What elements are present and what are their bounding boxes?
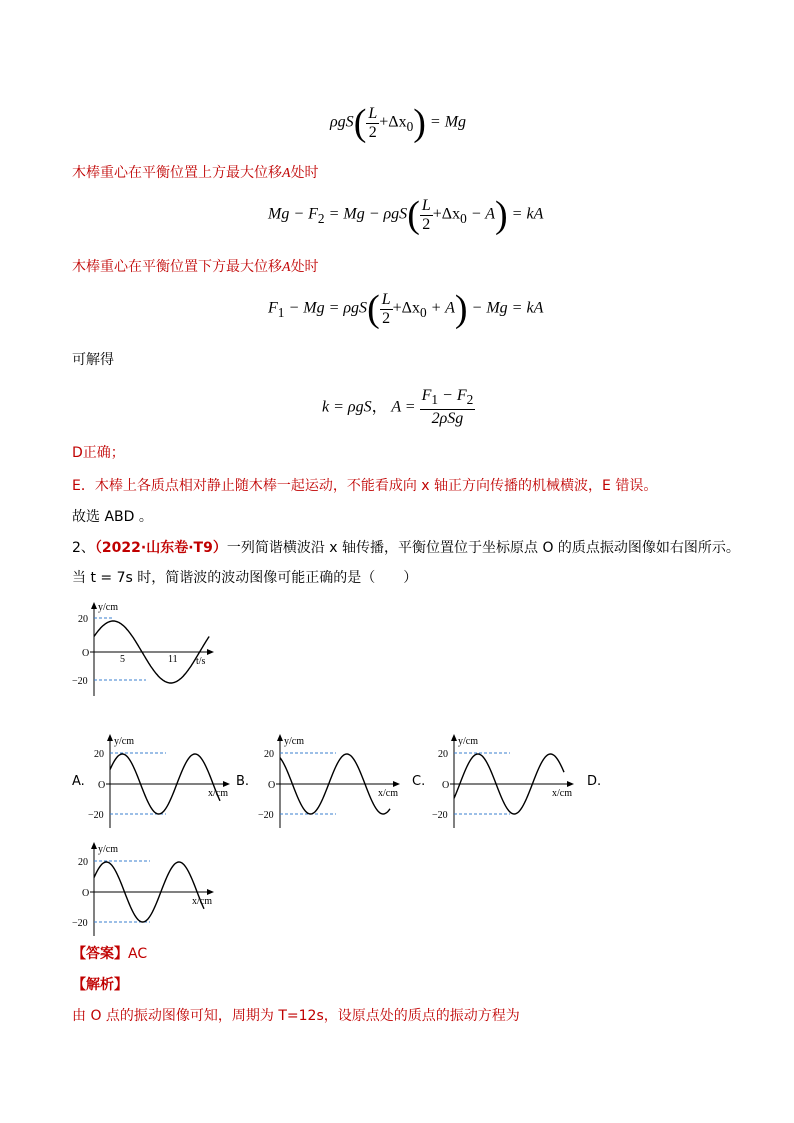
graph-t1: 5 (120, 654, 125, 665)
option-a-label[interactable]: A. (72, 774, 85, 789)
equation-4: k = ρgS， A = $\frac{F_1 - F_2}{\text{2ρSg}}$ (322, 387, 474, 428)
question-2: 2、（2022·山东卷·T9）一列简谐横波沿 x 轴传播，平衡位置位于坐标原点 O 的质点振动图像如右图所示。 (72, 540, 740, 556)
graph-ybot: −20 (432, 810, 448, 821)
answer-line: 【答案】AC (72, 946, 148, 962)
graph-ytop: 20 (438, 749, 448, 760)
option-b-graph (256, 732, 406, 832)
e-wrong-line: E．木棒上各质点相对静止随木棒一起运动，不能看成向 x 轴正方向传播的机械横波，E 错误。 (72, 478, 658, 494)
option-d-label[interactable]: D. (587, 774, 602, 789)
vibration-graph (70, 600, 220, 700)
graph-origin: O (82, 648, 90, 659)
graph-xlabel: x/cm (378, 788, 398, 799)
answer-value: AC (128, 946, 148, 962)
equation-3: $F_1 - Mg = \rho gS$( $\frac{L}{2}$ $+\Delta x_0 + A) - Mg$ = kA (268, 288, 544, 330)
solve-line: 可解得 (72, 352, 114, 368)
graph-ybot: −20 (258, 810, 274, 821)
graph-xlabel: x/cm (552, 788, 572, 799)
option-c-graph (430, 732, 580, 832)
equation-1: ρgS( $\frac{L}{2}$ $+\Delta x_0) = Mg$ (330, 102, 467, 144)
graph-origin: O (98, 780, 106, 791)
option-d-graph (70, 840, 220, 940)
graph-origin: O (82, 888, 90, 899)
graph-ybot: −20 (88, 810, 104, 821)
question-2-line-2: 当 t = 7s 时，简谐波的波动图像可能正确的是（ ） (72, 570, 418, 586)
graph-xlabel: x/cm (192, 896, 212, 907)
graph-ylabel: y/cm (114, 736, 134, 747)
graph-xlabel: x/cm (208, 788, 228, 799)
line-top-max: 木棒重心在平衡位置上方最大位移A处时 (72, 165, 319, 181)
analysis-label: 【解析】 (72, 977, 128, 993)
choose-line: 故选 ABD 。 (72, 509, 153, 525)
graph-ylabel: y/cm (458, 736, 478, 747)
graph-ylabel: y/cm (98, 602, 118, 613)
graph-origin: O (268, 780, 276, 791)
analysis-text: 由 O 点的振动图像可知，周期为 T=12s，设原点处的质点的振动方程为 (72, 1008, 520, 1024)
equation-2: $Mg - F_2 = Mg - \rho gS$( $\frac{L}{2}$ $+\Delta x_0 - A$) = kA (268, 194, 544, 236)
graph-ylabel: y/cm (98, 844, 118, 855)
graph-ylabel: y/cm (284, 736, 304, 747)
graph-ytop: 20 (78, 614, 88, 625)
graph-t2: 11 (168, 654, 178, 665)
graph-ytop: 20 (264, 749, 274, 760)
graph-xlabel: t/s (196, 656, 206, 667)
graph-ybot: −20 (72, 918, 88, 929)
graph-ytop: 20 (78, 857, 88, 868)
graph-ytop: 20 (94, 749, 104, 760)
option-b-label[interactable]: B. (236, 774, 250, 789)
graph-ybot: −20 (72, 676, 88, 687)
line-bottom-max: 木棒重心在平衡位置下方最大位移A处时 (72, 259, 319, 275)
question-source: （2022·山东卷·T9） (94, 540, 227, 556)
graph-origin: O (442, 780, 450, 791)
option-a-graph (86, 732, 236, 832)
d-correct-line: D正确； (72, 445, 125, 461)
option-c-label[interactable]: C. (412, 774, 426, 789)
